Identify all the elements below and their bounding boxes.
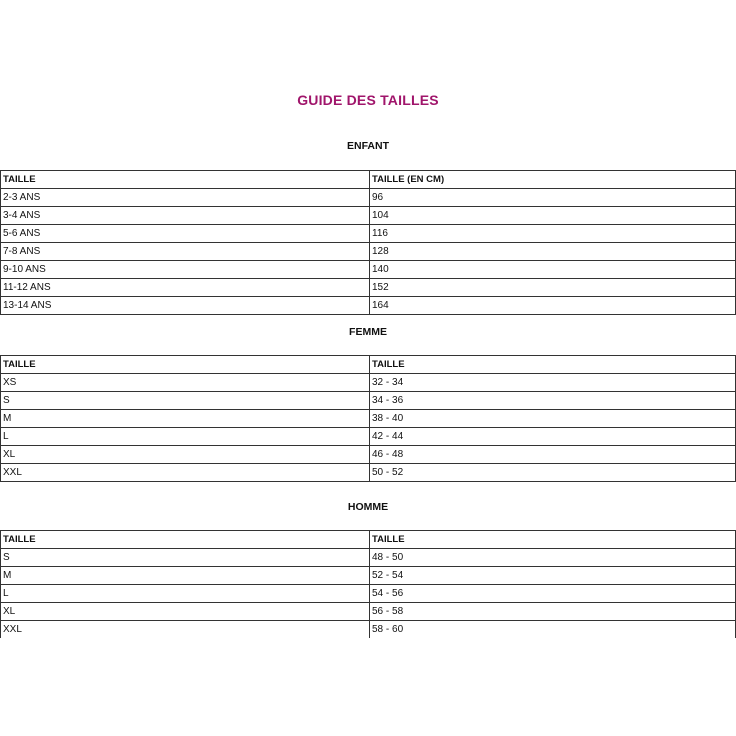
section-title-femme: FEMME — [349, 326, 387, 338]
size-cell: M — [1, 567, 370, 585]
measure-cell: 116 — [370, 225, 736, 243]
size-table-femme — [0, 355, 736, 482]
size-cell: XL — [1, 603, 370, 621]
table-row — [1, 446, 736, 464]
measure-cell: 38 - 40 — [370, 410, 736, 428]
size-cell: L — [1, 428, 370, 446]
table-row — [1, 549, 736, 567]
column-header: TAILLE — [370, 531, 736, 549]
column-header: TAILLE — [1, 531, 370, 549]
measure-cell: 50 - 52 — [370, 464, 736, 482]
size-cell: L — [1, 585, 370, 603]
table-row — [1, 207, 736, 225]
table-row — [1, 374, 736, 392]
table-row — [1, 585, 736, 603]
table-row — [1, 225, 736, 243]
measure-cell: 164 — [370, 297, 736, 315]
size-cell: S — [1, 549, 370, 567]
column-header: TAILLE — [370, 356, 736, 374]
table-row — [1, 567, 736, 585]
size-cell: XXL — [1, 464, 370, 482]
table-row — [1, 261, 736, 279]
table-header-row — [1, 356, 736, 374]
measure-cell: 140 — [370, 261, 736, 279]
size-cell: M — [1, 410, 370, 428]
measure-cell: 104 — [370, 207, 736, 225]
size-cell: XS — [1, 374, 370, 392]
measure-cell: 128 — [370, 243, 736, 261]
table-row — [1, 428, 736, 446]
table-row — [1, 392, 736, 410]
column-header: TAILLE — [1, 356, 370, 374]
table-row — [1, 603, 736, 621]
measure-cell: 152 — [370, 279, 736, 297]
size-cell: S — [1, 392, 370, 410]
measure-cell: 48 - 50 — [370, 549, 736, 567]
size-cell: 11-12 ANS — [1, 279, 370, 297]
size-cell: XL — [1, 446, 370, 464]
section-title-homme: HOMME — [347, 501, 389, 513]
size-table-enfant — [0, 170, 736, 315]
size-cell: XXL — [1, 621, 370, 639]
size-cell: 9-10 ANS — [1, 261, 370, 279]
table-header-row — [1, 531, 736, 549]
column-header: TAILLE (EN CM) — [370, 171, 736, 189]
table-header-row — [1, 171, 736, 189]
table-row — [1, 189, 736, 207]
size-table-homme — [0, 530, 736, 638]
table-row — [1, 297, 736, 315]
table-row — [1, 621, 736, 639]
measure-cell: 56 - 58 — [370, 603, 736, 621]
page-title: GUIDE DES TAILLES — [297, 92, 439, 108]
table-row — [1, 279, 736, 297]
measure-cell: 42 - 44 — [370, 428, 736, 446]
measure-cell: 32 - 34 — [370, 374, 736, 392]
measure-cell: 52 - 54 — [370, 567, 736, 585]
size-cell: 2-3 ANS — [1, 189, 370, 207]
measure-cell: 58 - 60 — [370, 621, 736, 639]
table-row — [1, 464, 736, 482]
size-cell: 5-6 ANS — [1, 225, 370, 243]
measure-cell: 46 - 48 — [370, 446, 736, 464]
size-cell: 7-8 ANS — [1, 243, 370, 261]
table-row — [1, 243, 736, 261]
size-cell: 3-4 ANS — [1, 207, 370, 225]
measure-cell: 54 - 56 — [370, 585, 736, 603]
section-title-enfant: ENFANT — [347, 140, 389, 152]
size-cell: 13-14 ANS — [1, 297, 370, 315]
table-row — [1, 410, 736, 428]
measure-cell: 96 — [370, 189, 736, 207]
column-header: TAILLE — [1, 171, 370, 189]
measure-cell: 34 - 36 — [370, 392, 736, 410]
